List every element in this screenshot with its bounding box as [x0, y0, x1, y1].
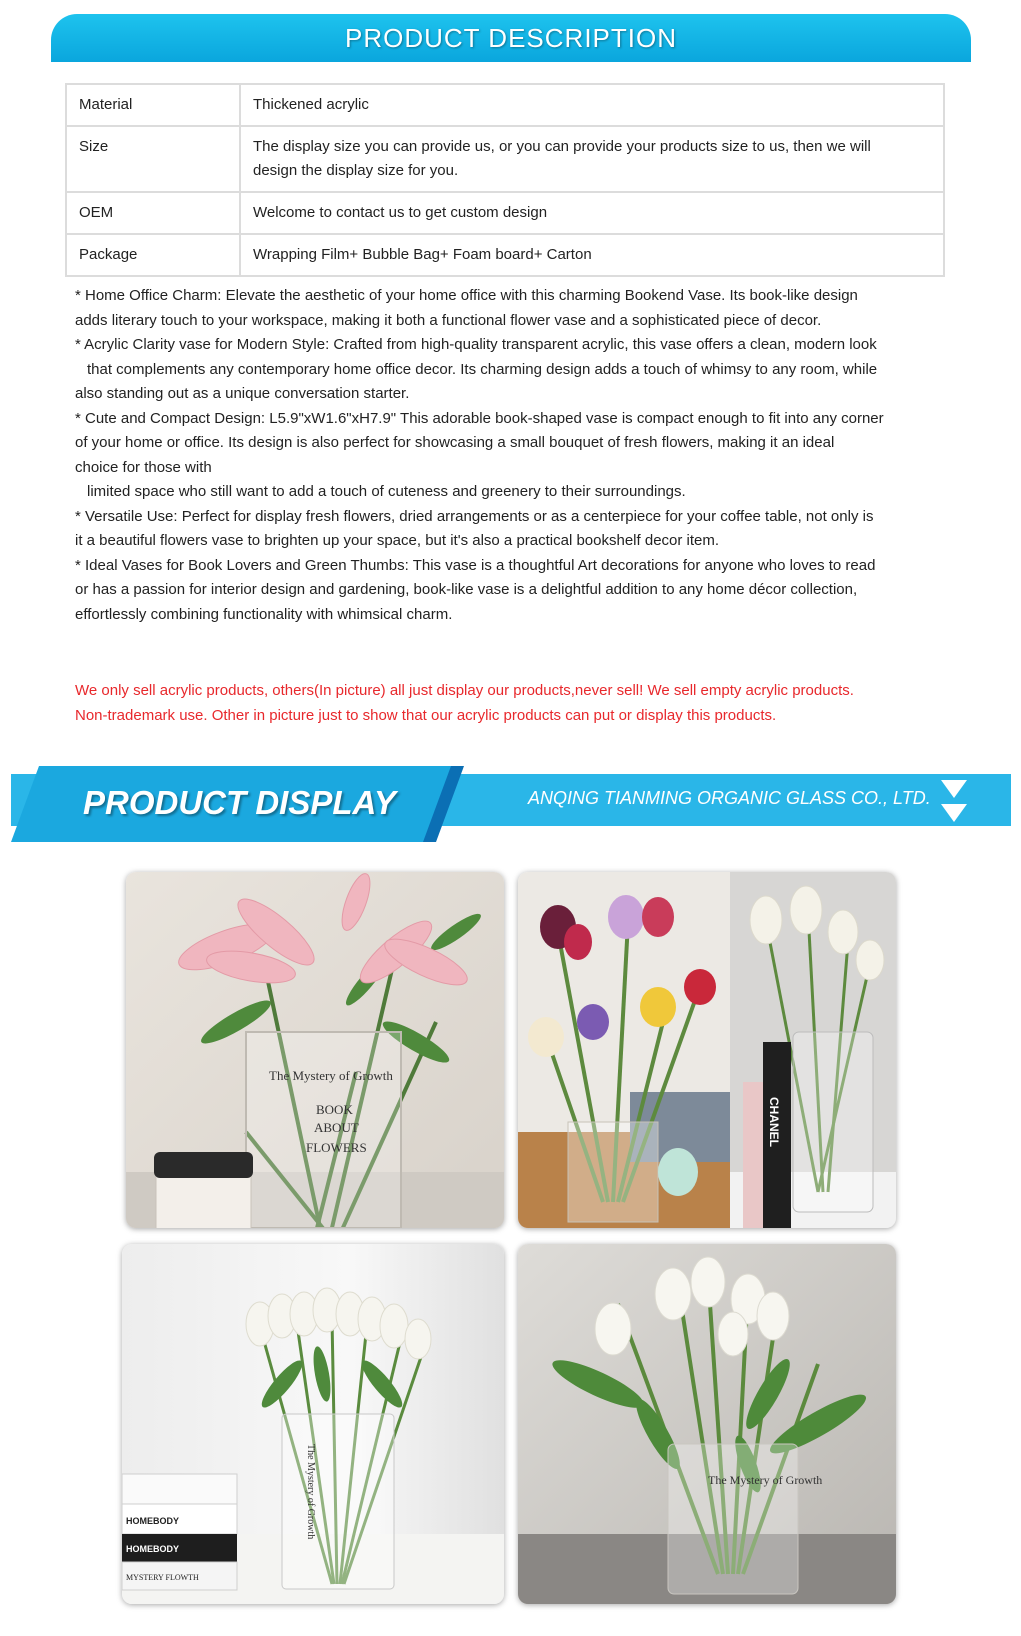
chevron-down-icon [941, 780, 967, 824]
book-text: HOMEBODY [126, 1544, 180, 1554]
table-row [66, 84, 944, 126]
vase-text: BOOK [316, 1102, 353, 1117]
vase-text: FLOWERS [306, 1140, 367, 1155]
feature-line: * Home Office Charm: Elevate the aesthetic of your home office with this charming Bookend Vase. Its book-like design [75, 287, 858, 304]
feature-line: * Versatile Use: Perfect for display fresh flowers, dried arrangements or as a centerpiece for your coffee table, not only is [75, 507, 874, 525]
vase-text: The Mystery of Growth [305, 1444, 316, 1540]
spec-value: The display size you can provide us, or you can provide your products size to us, then we will design the display size for you. [240, 126, 944, 192]
feature-line: adds literary touch to your workspace, making it both a functional flower vase and a sophisticated piece of decor. [75, 311, 822, 329]
feature-line: or has a passion for interior design and gardening, book-like vase is a delightful addition to any home décor collection, [75, 581, 858, 598]
notice-line: We only sell acrylic products, others(In picture) all just display our products,never sell! We sell empty acrylic products. [75, 682, 854, 699]
table-row [66, 192, 944, 234]
company-name: ANQING TIANMING ORGANIC GLASS CO., LTD. [528, 788, 931, 808]
product-display-title: PRODUCT DISPLAY [83, 784, 396, 821]
vase-text: The Mystery of Growth [269, 1068, 393, 1083]
feature-line: limited space who still want to add a touch of cuteness and greenery to their surroundings. [87, 483, 686, 500]
feature-line: choice for those with [75, 458, 212, 476]
feature-line: it a beautiful flowers vase to brighten up your space, but it's also a practical bookshelf decor item. [75, 532, 720, 549]
photo-white-tulips-art [122, 1244, 504, 1604]
spec-key: Package [66, 234, 240, 276]
feature-line: * Cute and Compact Design: L5.9"xW1.6"xH7.9" This adorable book-shaped vase is compact enough to fit into any corner [75, 409, 884, 427]
book-text: CHANEL [767, 1097, 781, 1147]
book-text: HOMEBODY [126, 1516, 180, 1526]
table-row [66, 234, 944, 276]
feature-line: also standing out as a unique conversation starter. [75, 385, 410, 402]
spec-key: Size [66, 126, 240, 192]
vase-text: ABOUT [314, 1120, 359, 1135]
spec-value: Wrapping Film+ Bubble Bag+ Foam board+ Carton [240, 234, 944, 276]
book-text: MYSTERY FLOWTH [126, 1573, 199, 1582]
product-display-banner [11, 766, 1011, 842]
spec-key: OEM [66, 192, 240, 234]
photo-tulips-collage-art [518, 872, 896, 1228]
feature-line: * Ideal Vases for Book Lovers and Green Thumbs: This vase is a thoughtful Art decorations for anyone who loves to read [75, 556, 876, 574]
notice-text [75, 679, 955, 728]
photo-tulip-vase-art [518, 1244, 896, 1604]
product-photo-lilies [126, 872, 504, 1228]
table-row [66, 126, 944, 192]
feature-line: that complements any contemporary home office decor. Its charming design adds a touch of whimsy to any room, while [87, 360, 878, 378]
spec-value: Thickened acrylic [240, 84, 944, 126]
product-description-header [51, 14, 971, 62]
photo-lilies-art [126, 872, 504, 1228]
spec-value: Welcome to contact us to get custom design [240, 192, 944, 234]
notice-line: Non-trademark use. Other in picture just to show that our acrylic products can put or display this products. [75, 706, 777, 724]
product-photo-white-tulips [122, 1244, 504, 1604]
feature-line: * Acrylic Clarity vase for Modern Style: Crafted from high-quality transparent acrylic, this vase offers a clean, modern look [75, 336, 877, 353]
product-photo-tulips-collage [518, 872, 896, 1228]
feature-line: of your home or office. Its design is also perfect for showcasing a small bouquet of fresh flowers, making it an ideal [75, 434, 835, 451]
feature-line: effortlessly combining functionality with whimsical charm. [75, 605, 453, 623]
feature-list [75, 284, 945, 627]
spec-key: Material [66, 84, 240, 126]
product-photo-tulip-vase [518, 1244, 896, 1604]
vase-text: The Mystery of Growth [708, 1473, 823, 1487]
product-description-title: PRODUCT DESCRIPTION [345, 22, 677, 53]
spec-table [65, 83, 945, 277]
